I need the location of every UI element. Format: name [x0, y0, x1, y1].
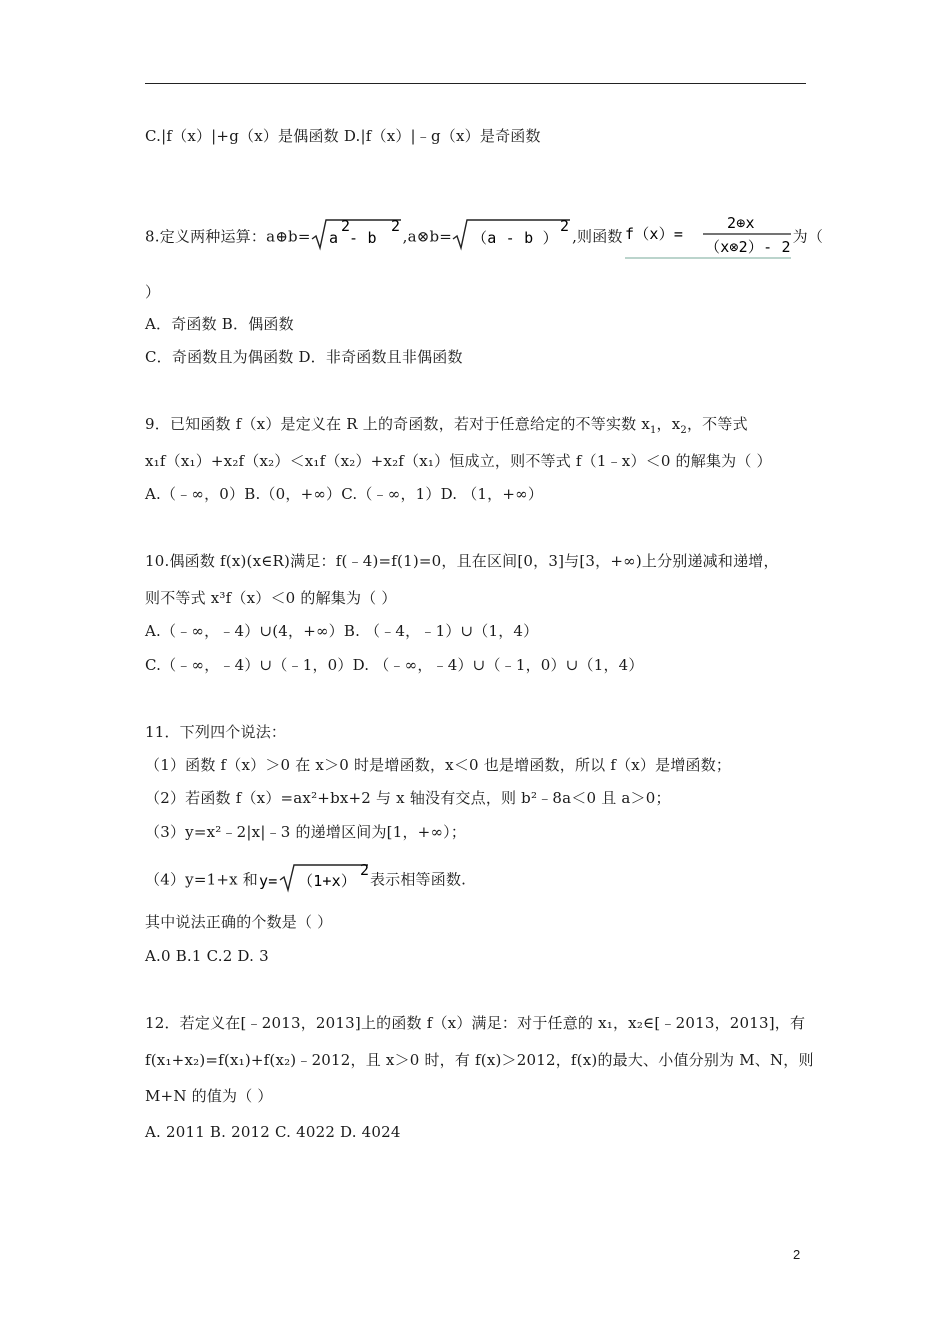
q11-options: A.0 B.1 C.2 D. 3: [145, 947, 269, 965]
svg-text:（1+x）: （1+x）: [297, 872, 357, 890]
svg-text:2: 2: [340, 219, 350, 235]
svg-text:2: 2: [560, 219, 570, 235]
svg-text:2: 2: [359, 863, 370, 879]
q8-stem: [145, 210, 823, 265]
fx-definition: [623, 210, 793, 265]
svg-text:（a - b ）: （a - b ）: [472, 229, 558, 247]
q11-statement-3: （3）y=x²﹣2|x|﹣3 的递增区间为[1，+∞）；: [145, 823, 467, 841]
q11-title: 11．下列四个说法：: [145, 723, 287, 741]
svg-text:2⊕x: 2⊕x: [726, 214, 755, 232]
q11-question: 其中说法正确的个数是（ ）: [145, 913, 333, 931]
rad1-a: a: [328, 229, 338, 247]
q8-suffix: ,则函数: [572, 227, 623, 246]
q12-line2: f(x₁+x₂)=f(x₁)+f(x₂)﹣2012，且 x＞0 时，有 f(x)＞2012，f(x)的最大、小值分别为 M、N，则: [145, 1051, 814, 1069]
q8-mid: ,a⊗b=: [402, 227, 453, 246]
q7-options-cd: C.|f（x）|+g（x）是偶函数 D.|f（x）|﹣g（x）是奇函数: [145, 127, 541, 145]
page-number: 2: [793, 1247, 801, 1262]
svg-text:f（x）=: f（x）=: [624, 225, 683, 243]
svg-text:y=: y=: [258, 872, 278, 890]
q9-options: A.（﹣∞，0）B.（0，+∞）C.（﹣∞，1）D. （1，+∞）: [145, 485, 544, 503]
q10-line2: 则不等式 x³f（x）＜0 的解集为（ ）: [145, 589, 397, 607]
q11-statement-4: （4）y=1+x 和 y= （1+x） 2 表示相等函数.: [145, 863, 466, 898]
q8-options-cd: C．奇函数且为偶函数 D．非奇函数且非偶函数: [145, 348, 463, 366]
q12-line3: M+N 的值为（ ）: [145, 1087, 273, 1105]
q8-prefix: 8.定义两种运算：a⊕b=: [145, 227, 311, 246]
q12-options: A. 2011 B. 2012 C. 4022 D. 4024: [145, 1123, 401, 1141]
sqrt-a-minus-b-squared: [452, 219, 572, 256]
q8-close-paren: ）: [145, 283, 161, 301]
q9-line2: x₁f（x₁）+x₂f（x₂）＜x₁f（x₂）+x₂f（x₁）恒成立，则不等式 f（1﹣x）＜0 的解集为（ ）: [145, 452, 772, 470]
q9-line1: 9．已知函数 f（x）是定义在 R 上的奇函数，若对于任意给定的不等实数 $x_1$，$x_2$，不等式: [145, 415, 748, 436]
q8-options-ab: A．奇函数 B．偶函数: [145, 315, 294, 333]
svg-text:（x⊗2）- 2: （x⊗2）- 2: [704, 238, 791, 256]
svg-text:2: 2: [390, 219, 400, 235]
header-rule: [145, 83, 806, 84]
sqrt-a2-minus-b2: [311, 219, 403, 256]
svg-text:- b: - b: [348, 229, 377, 247]
q10-options-ab: A.（﹣∞，﹣4）∪(4，+∞）B. （﹣4，﹣1）∪（1，4）: [145, 622, 539, 640]
q12-line1: 12．若定义在[﹣2013，2013]上的函数 f（x）满足：对于任意的 x₁，x₂∈[﹣2013，2013]，有: [145, 1014, 806, 1032]
q8-after-fx: 为（: [792, 227, 824, 246]
q11-statement-1: （1）函数 f（x）＞0 在 x＞0 时是增函数，x＜0 也是增函数，所以 f（x）是增函数；: [145, 756, 732, 774]
sqrt-1-plus-x-squared: [258, 863, 370, 898]
q10-line1: 10.偶函数 f(x)(x∈R)满足：f(﹣4)=f(1)=0，且在区间[0，3]与[3，+∞)上分别递减和递增，: [145, 552, 779, 570]
q11-statement-2: （2）若函数 f（x）=ax²+bx+2 与 x 轴没有交点，则 b²﹣8a＜0 且 a＞0；: [145, 789, 671, 807]
q10-options-cd: C.（﹣∞，﹣4）∪（﹣1，0）D. （﹣∞，﹣4）∪（﹣1，0）∪（1，4）: [145, 656, 644, 674]
